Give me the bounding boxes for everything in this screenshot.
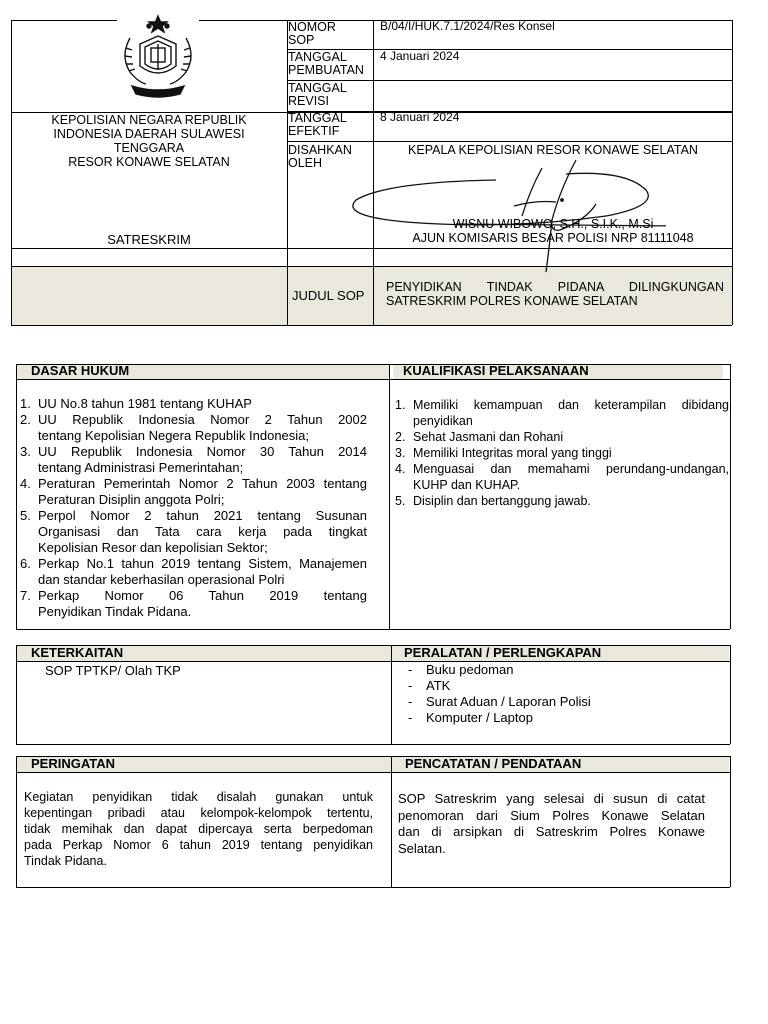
field-label-nomor-sop: NOMOR SOP <box>288 20 336 47</box>
signer-name: WISNU WIBOWO, S.H., S.I.K., M.Si <box>452 217 654 231</box>
keterkaitan-title: KETERKAITAN <box>31 645 124 660</box>
kualifikasi-list <box>395 397 729 509</box>
org-name-line2: INDONESIA DAERAH SULAWESI <box>53 127 245 141</box>
field-label-tanggal-pembuatan: TANGGAL PEMBUATAN <box>288 50 364 77</box>
dasar-hukum-title: DASAR HUKUM <box>31 363 130 378</box>
tanggal-pembuatan-value: 4 Januari 2024 <box>380 49 460 63</box>
list-item: 4. Peraturan Pemerintah Nomor 2 Tahun 2003 tentang Peraturan Disiplin anggota Polri; <box>20 476 367 507</box>
field-label-tanggal-efektif: TANGGAL EFEKTIF <box>288 111 347 138</box>
pencatatan-text: SOP Satreskrim yang selesai di susun di catat penomoran dari Sium Polres Konawe Selatan dan di arsipkan di Satreskrim Polres Konawe Selatan. <box>398 791 705 856</box>
org-name-line1: KEPOLISIAN NEGARA REPUBLIK <box>51 113 247 127</box>
org-name-line4: RESOR KONAWE SELATAN <box>68 155 230 169</box>
list-item: 4. Menguasai dan memahami perundang-undangan, KUHP dan KUHAP. <box>395 462 729 492</box>
list-item: 6. Perkap No.1 tahun 2019 tentang Sistem, Manajemen dan standar keberhasilan operasional Polri <box>20 556 367 587</box>
org-name-line3: TENGGARA <box>113 141 185 155</box>
disahkan-oleh-value: KEPALA KEPOLISIAN RESOR KONAWE SELATAN <box>408 143 698 157</box>
signer-rank: AJUN KOMISARIS BESAR POLISI NRP 81111048 <box>412 231 694 245</box>
judul-sop-line2: SATRESKRIM POLRES KONAWE SELATAN <box>386 294 638 308</box>
field-label-tanggal-revisi: TANGGAL REVISI <box>288 81 347 108</box>
list-item: - Buku pedoman <box>408 662 514 677</box>
peringatan-title: PERINGATAN <box>31 756 116 771</box>
field-label-disahkan-oleh: DISAHKAN OLEH <box>288 143 352 170</box>
list-item: 1. Memiliki kemampuan dan keterampilan dibidang penyidikan <box>395 398 729 428</box>
judul-sop-label: JUDUL SOP <box>292 288 365 303</box>
list-item: 2. Sehat Jasmani dan Rohani <box>395 430 564 444</box>
peralatan-list <box>408 662 591 726</box>
list-item: - Surat Aduan / Laporan Polisi <box>408 694 591 709</box>
list-item: 3. Memiliki Integritas moral yang tinggi <box>395 446 612 460</box>
list-item: 2. UU Republik Indonesia Nomor 2 Tahun 2002 tentang Kepolisian Negera Republik Indonesia; <box>20 412 367 443</box>
pencatatan-title: PENCATATAN / PENDATAAN <box>405 756 582 771</box>
dasar-hukum-list <box>20 396 367 620</box>
peringatan-text: Kegiatan penyidikan tidak disalah gunakan untuk kepentingan pribadi atau kelompok-kelompok tertentu, tidak memihak dan dapat dipercaya serta berpedoman pada Perkap Nomor 6 tahun 2019 tentang penyidikan Tindak Pidana. <box>24 790 373 868</box>
list-item: - Komputer / Laptop <box>408 710 533 725</box>
kualifikasi-title: KUALIFIKASI PELAKSANAAN <box>403 363 589 378</box>
keterkaitan-text: SOP TPTKP/ Olah TKP <box>45 663 181 678</box>
list-item: 1. UU No.8 tahun 1981 tentang KUHAP <box>20 396 252 411</box>
nomor-sop-value: B/04/I/HUK.7.1/2024/Res Konsel <box>380 19 555 33</box>
tanggal-efektif-value: 8 Januari 2024 <box>380 110 460 124</box>
list-item: 5. Perpol Nomor 2 tahun 2021 tentang Susunan Organisasi dan Tata cara kerja pada tingkat Kepolisian Resor dan kepolisian Sektor; <box>20 508 367 555</box>
signature-icon <box>346 150 666 275</box>
list-item: 5. Disiplin dan bertanggung jawab. <box>395 494 591 508</box>
judul-sop-line1: PENYIDIKAN TINDAK PIDANA DILINGKUNGAN <box>386 280 724 294</box>
unit-name: SATRESKRIM <box>107 232 191 247</box>
list-item: - ATK <box>408 678 451 693</box>
peralatan-title: PERALATAN / PERLENGKAPAN <box>404 645 602 660</box>
polri-emblem-icon <box>116 14 200 100</box>
list-item: 3. UU Republik Indonesia Nomor 30 Tahun 2014 tentang Administrasi Pemerintahan; <box>20 444 367 475</box>
list-item: 7. Perkap Nomor 06 Tahun 2019 tentang Penyidikan Tindak Pidana. <box>20 588 367 619</box>
